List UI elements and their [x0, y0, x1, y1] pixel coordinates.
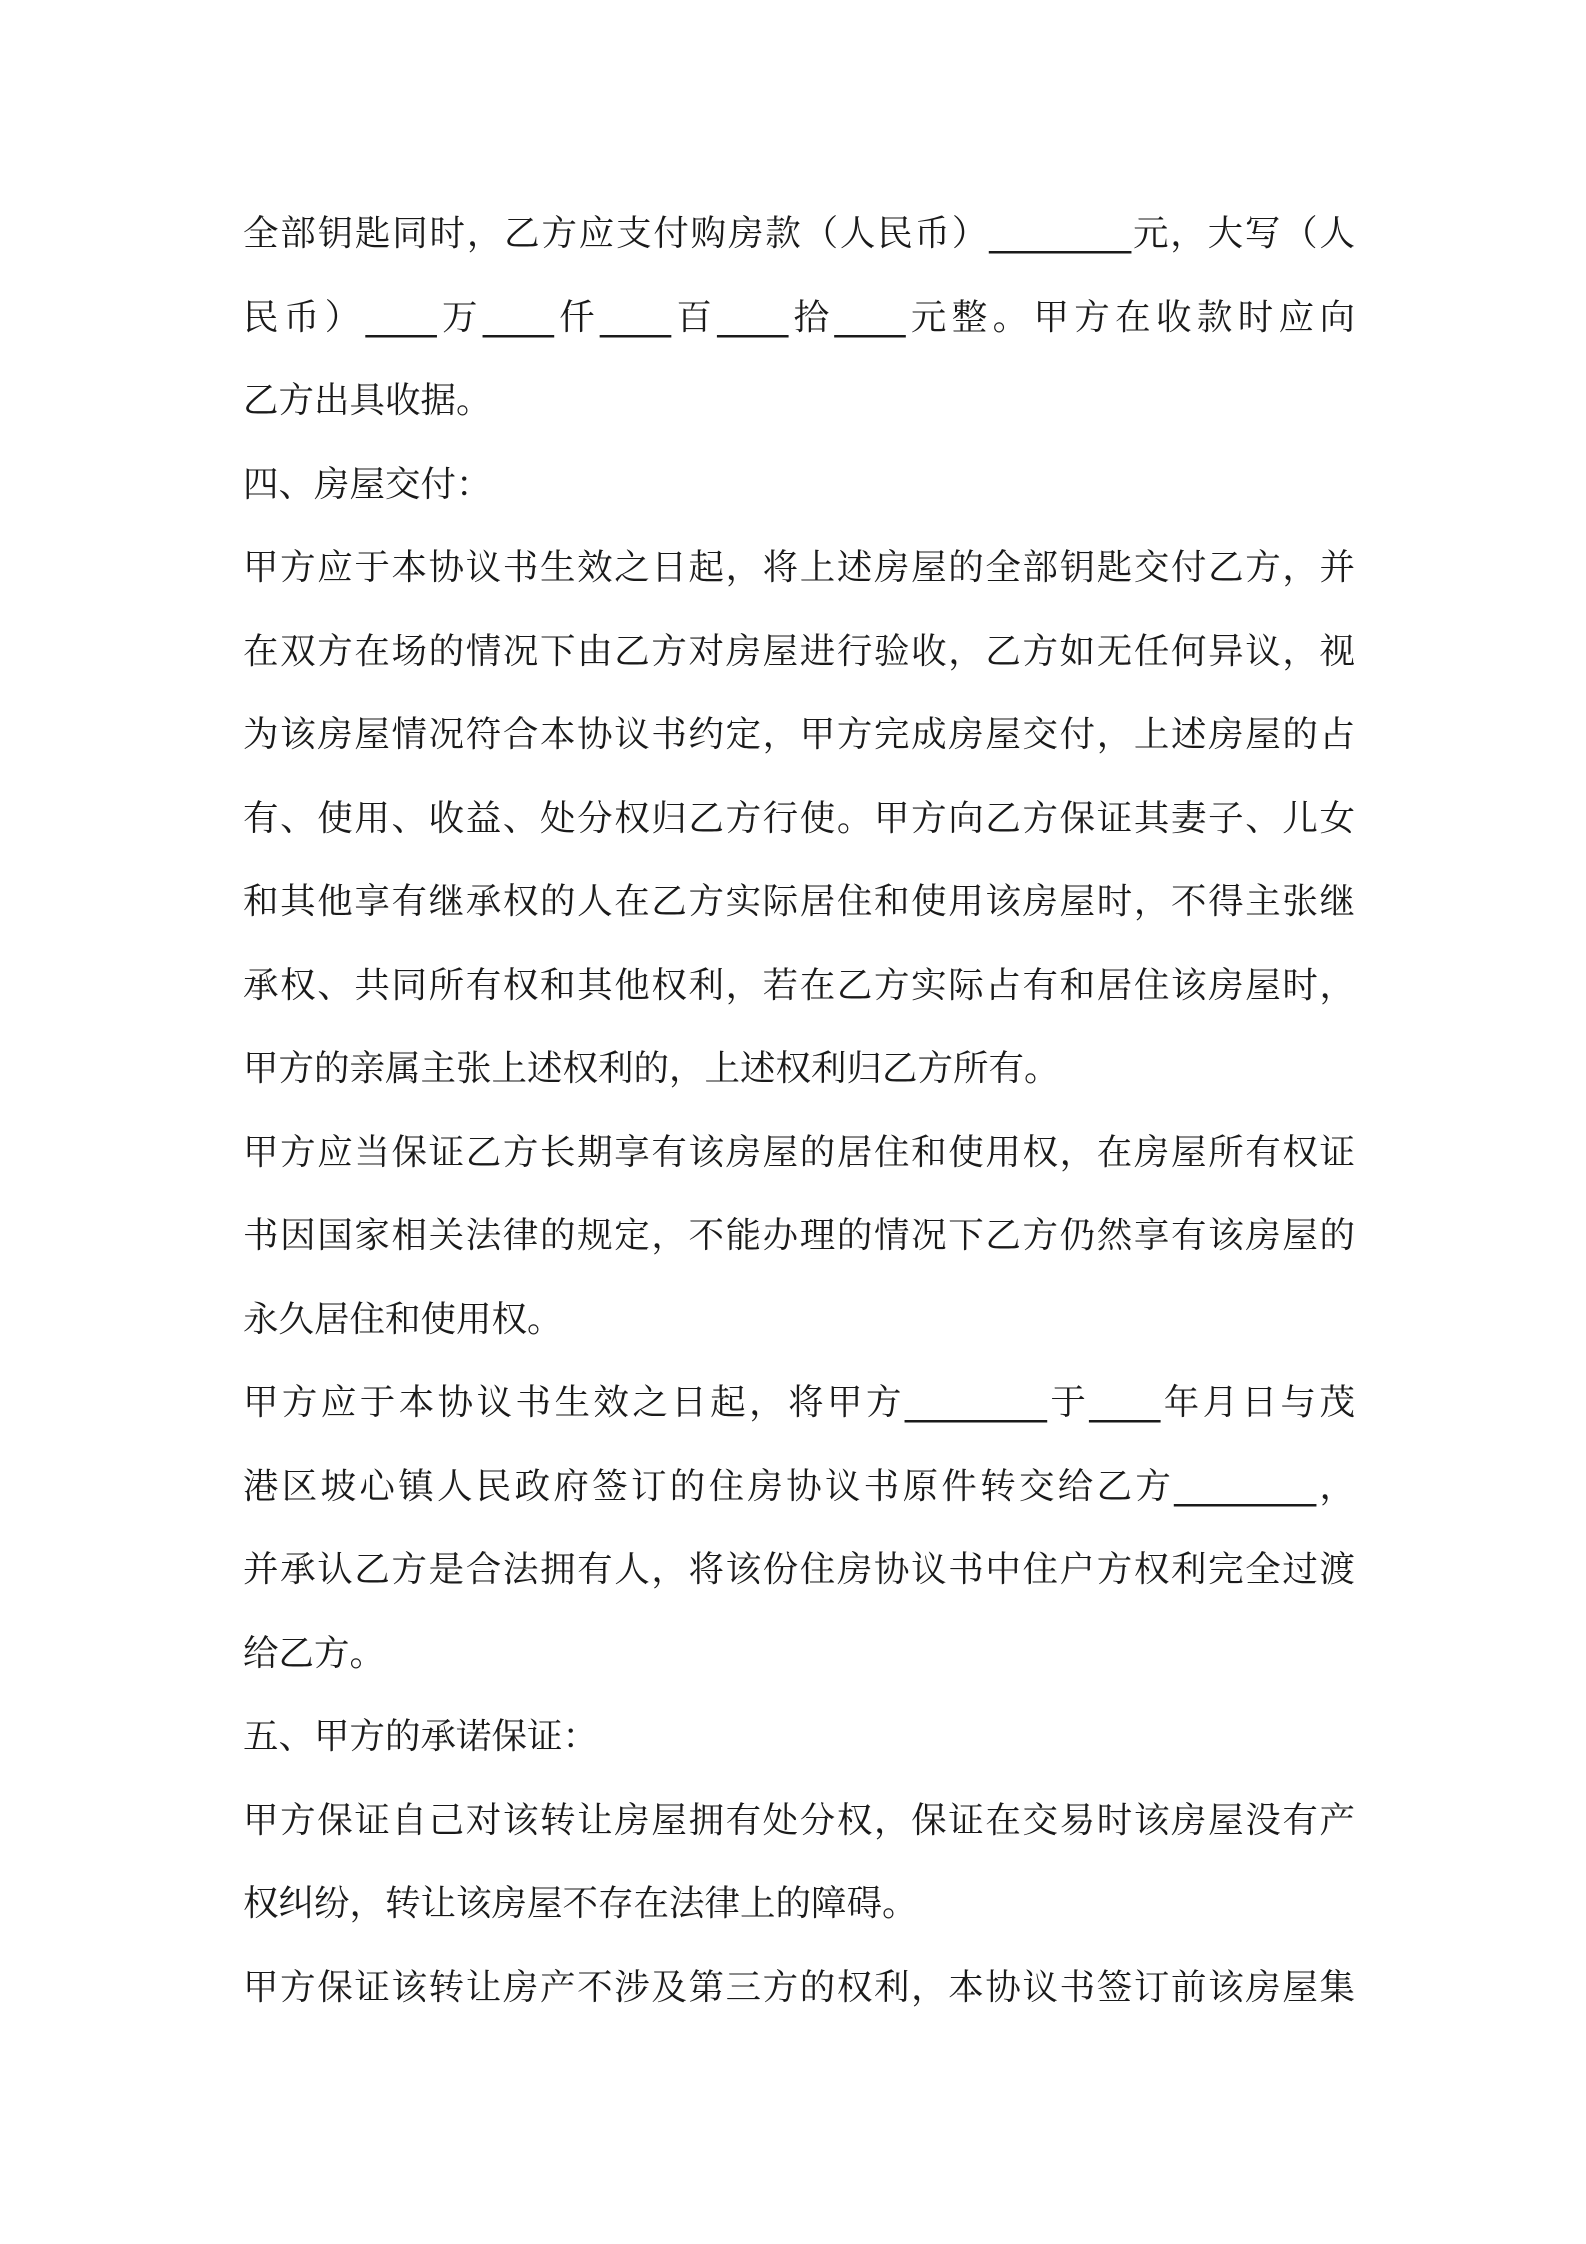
text-line: 乙方出具收据。 — [243, 380, 492, 421]
text-line: 甲方应当保证乙方长期享有该房屋的居住和使用权，在房屋所有权证 — [243, 1131, 1355, 1173]
text-line: 甲方保证该转让房产不涉及第三方的权利，本协议书签订前该房屋集 — [243, 1966, 1355, 2008]
text-line: 在双方在场的情况下由乙方对房屋进行验收，乙方如无任何异议，视 — [243, 630, 1355, 672]
text-line: 民币）____万____仟____百____拾____元整。甲方在收款时应向 — [243, 296, 1355, 338]
text-line: 有、使用、收益、处分权归乙方行使。甲方向乙方保证其妻子、儿女 — [243, 797, 1355, 839]
text-line: 权纠纷，转让该房屋不存在法律上的障碍。 — [243, 1883, 918, 1924]
text-line: 并承认乙方是合法拥有人，将该份住房协议书中住户方权利完全过渡 — [243, 1549, 1355, 1590]
text-line: 为该房屋情况符合本协议书约定，甲方完成房屋交付，上述房屋的占 — [243, 714, 1355, 755]
text-line: 甲方的亲属主张上述权利的，上述权利归乙方所有。 — [243, 1048, 1060, 1089]
text-line: 承权、共同所有权和其他权利，若在乙方实际占有和居住该房屋时， — [243, 964, 1355, 1006]
text-line: 甲方保证自己对该转让房屋拥有处分权，保证在交易时该房屋没有产 — [243, 1799, 1355, 1841]
text-line: 全部钥匙同时，乙方应支付购房款（人民币）________元，大写（人 — [243, 213, 1355, 254]
text-line: 和其他享有继承权的人在乙方实际居住和使用该房屋时，不得主张继 — [243, 881, 1355, 922]
text-line: 甲方应于本协议书生效之日起，将上述房屋的全部钥匙交付乙方，并 — [243, 547, 1355, 588]
document-body — [243, 192, 1355, 2029]
text-line: 给乙方。 — [243, 1632, 386, 1674]
text-line: 港区坡心镇人民政府签订的住房协议书原件转交给乙方________， — [243, 1465, 1355, 1507]
text-line: 书因国家相关法律的规定，不能办理的情况下乙方仍然享有该房屋的 — [243, 1215, 1355, 1256]
text-line: 永久居住和使用权。 — [243, 1298, 563, 1340]
text-line: 五、甲方的承诺保证： — [243, 1716, 599, 1757]
text-line: 甲方应于本协议书生效之日起，将甲方________于____年月日与茂 — [243, 1382, 1355, 1423]
text-line: 四、房屋交付： — [243, 463, 492, 505]
